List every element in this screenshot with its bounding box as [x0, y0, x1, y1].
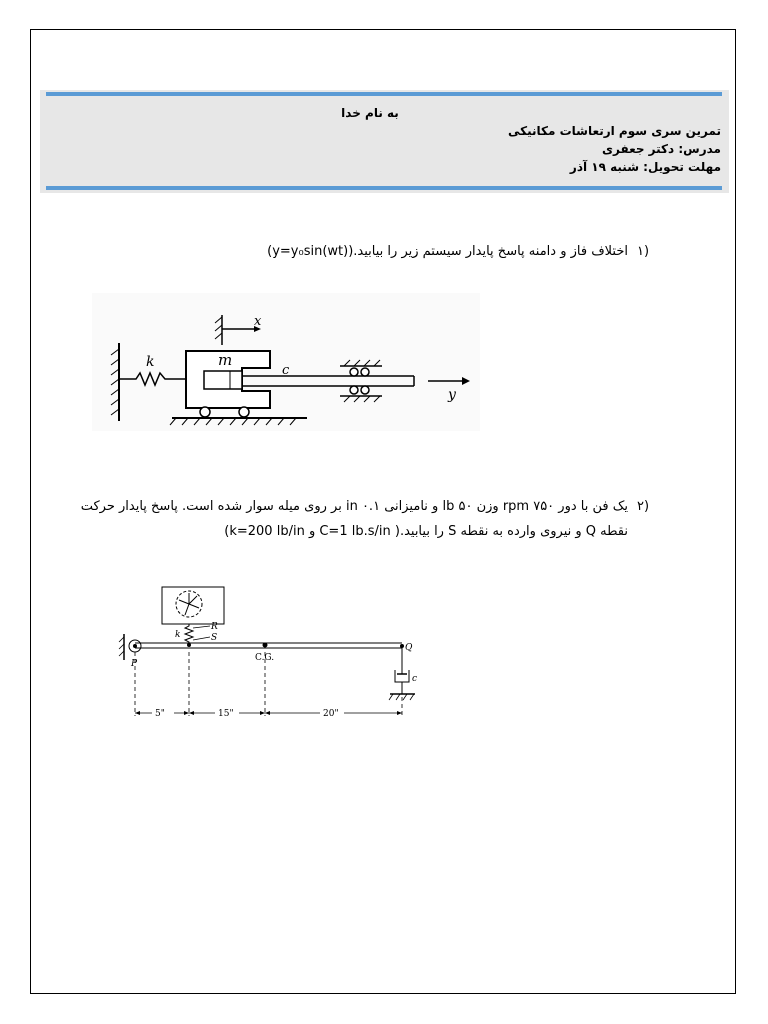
q1-label-k: k: [146, 354, 155, 370]
q1-label-m: m: [218, 351, 233, 369]
q2-number: ۲): [637, 499, 650, 514]
q2-label-P: P: [131, 659, 138, 669]
q1-wheel-right: [239, 407, 249, 417]
q2-leader-S: [193, 637, 210, 640]
q1-label-y: y: [448, 387, 456, 403]
q1-label-c: c: [282, 363, 290, 378]
header-instructor: مدرس: دکتر جعفری: [601, 142, 721, 156]
q2-label-S: S: [211, 633, 218, 643]
header-deadline: مهلت تحویل: شنبه ۱۹ آذر: [569, 160, 721, 174]
q2-label-k: k: [175, 630, 181, 640]
q2-label-R: R: [211, 622, 218, 632]
q2-line2: نقطه Q و نیروی وارده به نقطه S را بیابید.( C=1 lb.s/in و k=200 lb/in): [224, 524, 628, 539]
q2-point-Q: [400, 644, 404, 648]
q2-point-cg: [263, 643, 268, 648]
q2-point-S: [187, 643, 191, 647]
header-bottom-rule: [46, 186, 722, 190]
q2-leader-R: [193, 626, 210, 628]
q1-number: ۱): [637, 244, 650, 259]
q1-label-x: x: [254, 314, 262, 329]
q2-ground-hatch: [389, 694, 414, 700]
q2-pivot-center: [133, 644, 137, 648]
q2-label-cg: C.G.: [255, 653, 275, 663]
header-title: به نام خدا: [341, 106, 399, 120]
q2-line1: یک فن با دور ۷۵۰ rpm وزن ۵۰ lb و نامیزانی ۰.۱ in بر روی میله سوار شده است. پاسخ پایدار حرکت: [80, 499, 628, 514]
q1-piston: [204, 371, 242, 389]
q2-label-Q: Q: [405, 643, 413, 653]
q1-text: اختلاف فاز و دامنه پاسخ پایدار سیستم زیر را بیابید.(y=y₀sin(wt)): [267, 244, 628, 259]
header-top-rule: [46, 92, 722, 96]
header-course: تمرین سری سوم ارتعاشات مکانیکی: [507, 124, 721, 138]
q2-spring: [185, 624, 193, 644]
q2-dim-2: 15": [218, 709, 234, 719]
q2-dim-1: 5": [155, 709, 165, 719]
q2-dim-3: 20": [323, 709, 339, 719]
q1-wheel-left: [200, 407, 210, 417]
q2-label-c: c: [412, 674, 418, 684]
q1-figure: [92, 293, 480, 431]
q2-figure: [115, 582, 435, 722]
